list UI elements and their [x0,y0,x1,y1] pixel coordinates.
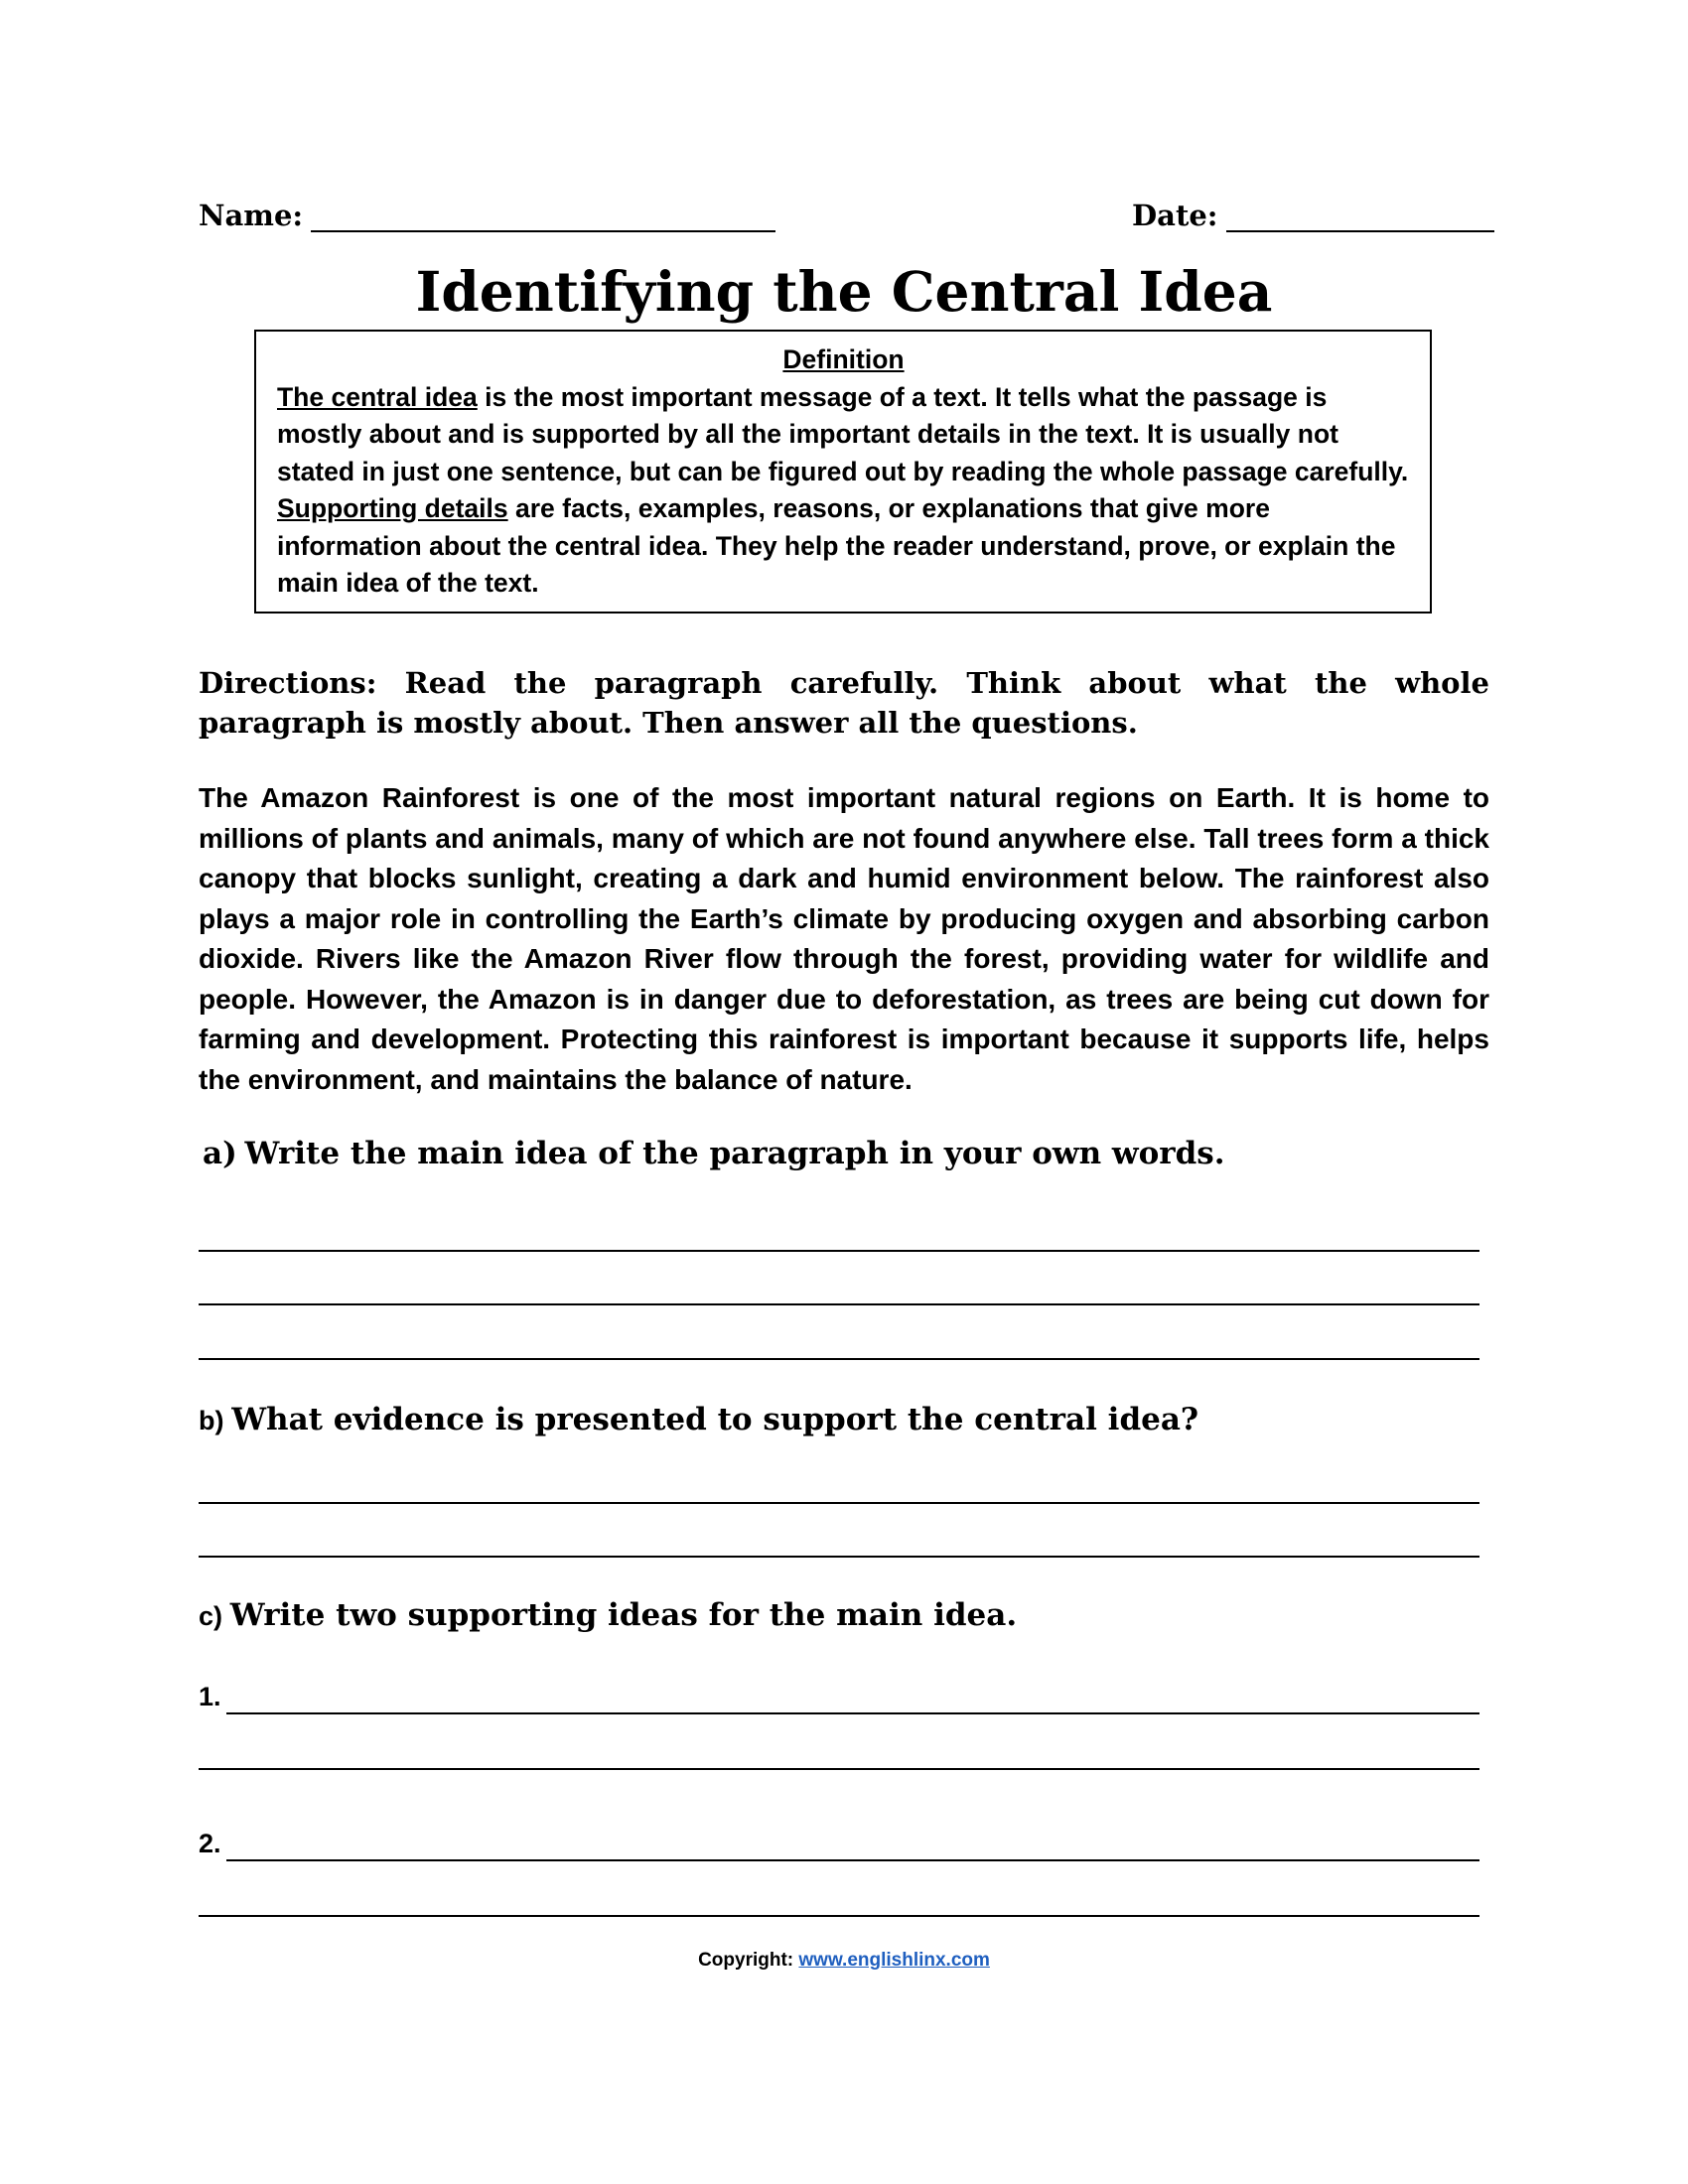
question-a-text: Write the main idea of the paragraph in your own words. [244,1136,1225,1171]
name-label: Name: [199,199,304,232]
supporting-details-text: are facts, examples, reasons, or explanations that give more information about the central idea. They help the reader understand, prove, or explain the main idea of the text. [277,493,1396,598]
answer-line-c2[interactable] [226,1859,1479,1861]
date-blank-line [1226,203,1494,232]
page-title: Identifying the Central Idea [415,259,1273,324]
definition-box [254,330,1432,614]
question-b-text: What evidence is presented to support the central idea? [231,1402,1199,1437]
question-c [199,1595,1489,1636]
question-a-letter: a) [203,1136,237,1171]
question-b-letter: b) [199,1406,224,1435]
item-number-1: 1. [199,1682,221,1711]
answer-line-b1[interactable] [199,1502,1479,1504]
name-field [199,199,775,232]
passage-text: The Amazon Rainforest is one of the most important natural regions on Earth. It is home to millions of plants and animals, many of which are not found anywhere else. Tall trees form a thick canopy that blocks sunlight, creating a dark and humid environment below. The rainforest also plays a major role in controlling the Earth’s climate by producing oxygen and absorbing carbon dioxide. Rivers like the Amazon River flow through the forest, providing water for wildlife and people. However, the Amazon is in danger due to deforestation, as trees are being cut down for farming and development. Protecting this rainforest is important because it supports life, helps the environment, and maintains the balance of nature. [199,782,1489,1095]
question-a [203,1134,1493,1173]
central-idea-definition [277,379,1410,491]
question-b [199,1400,1489,1440]
definition-heading: Definition [782,344,905,374]
supporting-details-definition [277,490,1410,603]
copyright-footer [0,1950,1688,1972]
supporting-idea-2 [199,1828,1479,1861]
date-label: Date: [1132,199,1218,232]
answer-line-c1[interactable] [226,1712,1479,1714]
central-idea-term: The central idea [277,381,478,412]
supporting-details-term: Supporting details [277,493,508,523]
item-number-2: 2. [199,1829,221,1858]
reading-passage [199,778,1489,1100]
question-c-letter: c) [199,1601,223,1631]
directions [199,663,1489,743]
name-blank-line [311,203,775,232]
question-c-text: Write two supporting ideas for the main idea. [229,1597,1018,1633]
directions-text: Directions: Read the paragraph carefully. Think about what the whole paragraph is mostly about. Then answer all the questions. [199,666,1489,740]
copyright-label: Copyright: [698,1950,794,1971]
supporting-idea-1 [199,1681,1479,1714]
answer-line-a2[interactable] [199,1303,1479,1305]
central-idea-text: is the most important message of a text. It tells what the passage is mostly about and is supported by all the important details in the text. It is usually not stated in just one sentence, but can be figured out by reading the whole passage carefully. [277,381,1409,486]
header-row [199,199,1489,238]
answer-line-a1[interactable] [199,1250,1479,1252]
answer-line-c1-continued[interactable] [199,1768,1479,1770]
answer-line-a3[interactable] [199,1358,1479,1360]
answer-line-c2-continued[interactable] [199,1915,1479,1917]
answer-line-b2[interactable] [199,1556,1479,1558]
date-field [1132,199,1494,232]
website-link[interactable]: www.englishlinx.com [798,1950,990,1971]
